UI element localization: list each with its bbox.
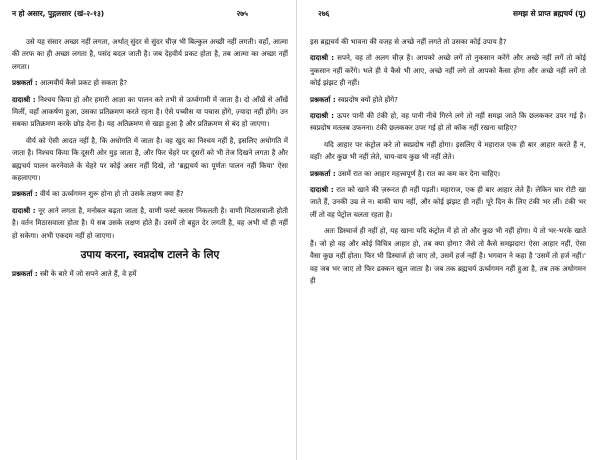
paragraph [310, 225, 586, 287]
paragraph-text: अतः डिस्चार्ज ही नहीं हो, यह खाना यदि कंट्रोल में हो तो और कुछ भी नहीं होगा। ये तो भर-भरके खाते हैं। जो हो वह और कोई विचित्र आहार हो, तब क्या होगा? जैसे तो कैसे समझदार! ऐसा आहार नहीं, ऐसा वैसा कुछ नहीं होता। फिर भी डिस्चार्ज हो जाए तो, उसमें हर्ज नहीं है। भगवान ने कहा है 'उसमें तो हर्ज नहीं।' वह जब भर जाए तो फिर ढक्कन खुल जाता है। जब तक ब्रह्मचर्य ऊर्ध्वगमन नहीं हुआ है, तब तक अधोगमन ही [310, 226, 586, 285]
paragraph [12, 36, 288, 73]
paragraph [310, 110, 586, 135]
paragraph [310, 94, 586, 106]
paragraph-text: उसमें रात का आहार महत्त्वपूर्ण है। रात का कम कर देना चाहिए। [337, 168, 501, 178]
paragraph-text: स्वप्नदोष क्यों होते होंगे? [337, 94, 398, 104]
speaker-label: प्रश्नकर्ता : [12, 189, 38, 199]
right-page [310, 0, 586, 460]
paragraph-text: ऊपर पानी की टंकी हो, वह पानी नीचे गिरने लगे तो नहीं समझ जाते कि छलककर उपर गई है। स्वप्नदोष मतलब उफनना। टंकी छलककर उपर गई हो तो कॉक नहीं रखना चाहिए? [310, 111, 587, 133]
paragraph-text: निश्चय किया हो और हमारी आज्ञा का पालन करे तभी से ऊर्ध्वगामी में जाता है। दो आँखें से आँखें मिलीं, वहाँ आकर्षण हुआ, उसका प्रतिक्रमण करते रहना है। ऐसे पच्चीस या पचास होंगे, ज़्यादा नहीं होंगे। उन सबका प्रतिक्रमण करके छोड़ देना है। यह अतिक्रमण से खड़ा हुआ है और प्रतिक्रमण से बंद हो जाएगा। [12, 94, 288, 129]
paragraph [310, 52, 586, 89]
right-page-number: २७६ [318, 9, 330, 18]
paragraph [12, 77, 288, 89]
paragraph [12, 94, 288, 131]
paragraph-text: इस ब्रह्मचर्य की भावना की वजह से अच्छे नहीं लगते तो उसका कोई उपाय है? [310, 37, 507, 46]
speaker-label: प्रश्नकर्ता : [310, 94, 336, 104]
left-page [12, 0, 288, 460]
left-page-number: २७५ [236, 9, 248, 18]
left-page-header [12, 8, 288, 22]
paragraph-text: नूर आने लगता है, मनोबल बढ़ता जाता है, वाणी फर्स्ट क्लास निकलती है। वाणी मिठासवाली होती है। वर्तन मिठासवाला होता है। ये सब उसके लक्षण होते हैं। उसमें तो बहुत देर लगती है, वह अभी यों ही नहीं हो सकेगा। अभी एकदम नहीं हो जाएगा। [12, 205, 289, 240]
paragraph [310, 139, 586, 164]
speaker-label: प्रश्नकर्ता : [310, 168, 336, 178]
right-running-title: समझ से प्राप्त ब्रह्मचर्य (पू) [513, 9, 586, 18]
section-heading: उपाय करना, स्वप्नदोष टालने के लिए [80, 249, 220, 262]
speaker-label: प्रश्नकर्ता : [12, 78, 38, 88]
paragraph [310, 36, 586, 48]
paragraph [12, 205, 288, 242]
paragraph [12, 268, 288, 280]
paragraph [12, 135, 288, 185]
page-gutter [296, 0, 297, 460]
speaker-label: दादाश्री : [12, 205, 36, 215]
paragraph [12, 188, 288, 200]
paragraph [310, 184, 586, 221]
right-page-header [310, 8, 586, 22]
speaker-label: दादाश्री : [310, 185, 334, 195]
paragraph-text: सपने, वह तो अलग चीज़ है। आपको अच्छे लगें तो नुकसान करेंगे और अच्छे नहीं लगें तो कोई नुकसान नहीं करेंगे। भले ही ये कैसे भी आए, अच्छे नहीं लगे तो आपको कैसा होगा और अच्छे नहीं लगें तो कोई झंझट ही नहीं। [310, 53, 586, 88]
paragraph-text: आत्मवीर्य कैसे प्रकट हो सकता है? [39, 78, 128, 88]
paragraph-text: उसे यह संसार अच्छा नहीं लगता, अर्थात् सुंदर से सुंदर चीज़ भी बिल्कुल अच्छी नहीं लगती। वहाँ, आत्मा की तरफ का ही अच्छा लगता है, पसंद बदल जाती है। जब देहवीर्य प्रकट होता है, तब आत्मा का अच्छा नहीं लगता। [12, 37, 288, 71]
speaker-label: दादाश्री : [12, 94, 36, 104]
paragraph [310, 168, 586, 180]
paragraph-text: वीर्य का ऊर्ध्वगमन शुरू होना हो तो उसके लक्षण क्या हैं? [39, 189, 184, 199]
left-running-title: न हो असार, पुद्गलसार (खं-२-१३) [12, 9, 105, 18]
speaker-label: प्रश्नकर्ता : [12, 269, 38, 279]
speaker-label: दादाश्री : [310, 53, 335, 63]
speaker-label: दादाश्री : [310, 111, 334, 121]
paragraph-text: वीर्य को ऐसी आदत नहीं है, कि अधोगति में जाता है। वह खुद का निश्चय नहीं है, इसलिए अधोगति में जाता है। निश्चय किया कि दूसरी ओर मुड़ जाता है, और फिर चेहरे पर दूसरों को भी तेज दिखने लगता है और ब्रह्मचर्य पालन करनेवाले के चेहरे पर कोई असर नहीं दिखे, तो 'ब्रह्मचर्य का पूर्णतः पालन नहीं किया' ऐसा कहलाएगा। [12, 135, 288, 183]
paragraph-text: स्त्री के बारे में जो सपने आते हैं, वे हमें [39, 269, 137, 279]
paragraph-text: यदि आहार पर कंट्रोल करे तो स्वप्नदोष नहीं होगा। इसलिए ये महाराज एक ही बार आहार करते हैं न, वहाँ! और कुछ भी नहीं लेते, चाय-वाय कुछ भी नहीं लेते। [310, 139, 586, 162]
paragraph-text: रात को खाने की ज़रूरत ही नहीं पड़ती। महाराज, एक ही बार आहार लेते हैं। लेकिन चार रोटी खा जाते हैं, उनकी उम्र ले न। बाकी चाय नहीं, और कोई झंझट ही नहीं। पूरे दिन के लिए टंकी भर लीं। टंकी भर लीं तो वह पेट्रोल चलता रहता है। [310, 185, 586, 219]
